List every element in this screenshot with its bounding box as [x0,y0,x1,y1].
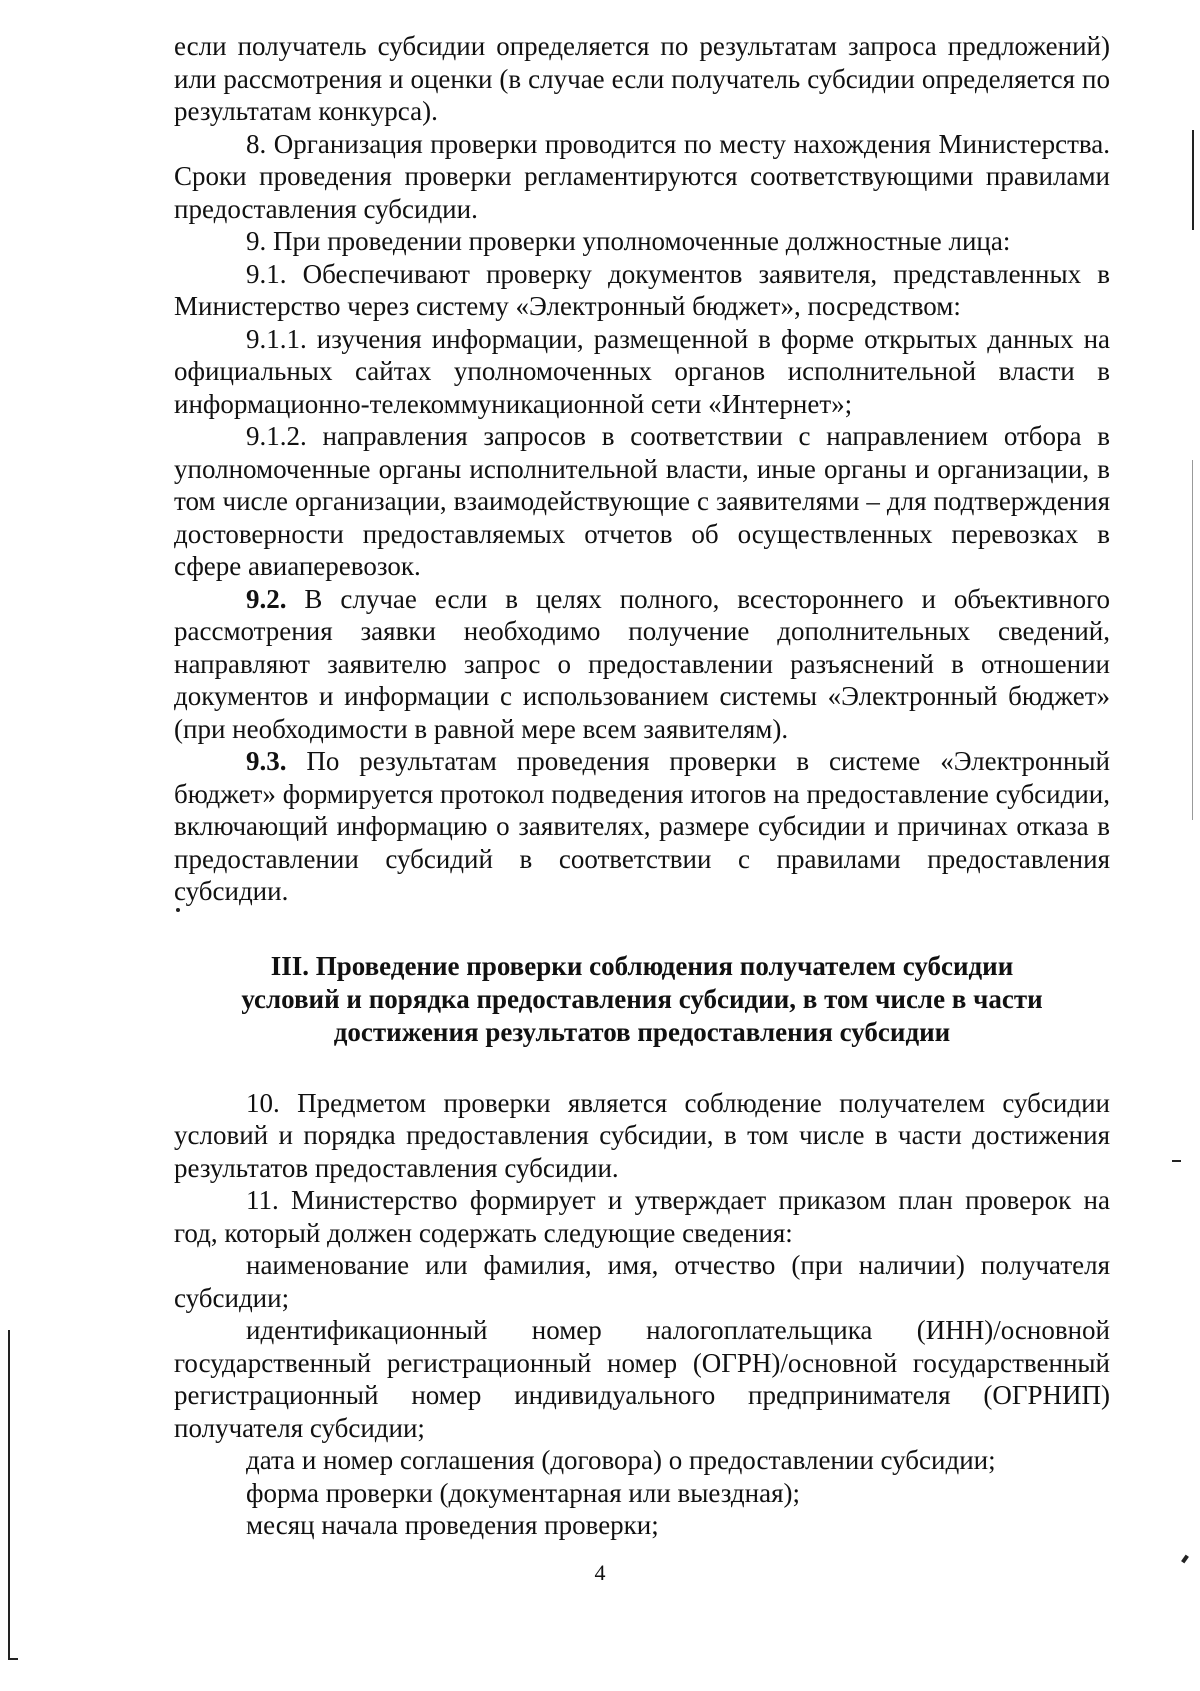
paragraph-text: В случае если в целях полного, всестороннего и объективного рассмотрения заявки необходимо получение дополнительных сведений, направляют заявителю запрос о предоставлении разъяснений в отношении документов и информации с использованием системы «Электронный бюджет» (при необходимости в равной мере всем заявителям). [174,583,1110,744]
paragraph-8: 8. Организация проверки проводится по месту нахождения Министерства. Сроки проведения проверки регламентируются соответствующими правилами предоставления субсидии. [174,128,1110,224]
scan-edge-line [1192,130,1194,230]
heading-line: достижения результатов предоставления субсидии [333,1016,951,1047]
document-page [174,30,1110,1542]
scan-dot [176,908,180,912]
list-item: идентификационный номер налогоплательщика (ИНН)/основной государственный регистрационный номер (ОГРН)/основной государственный регистрационный номер индивидуального предпринимателя (ОГРНИП) получателя субсидии; [174,1315,1110,1443]
paragraph-11: 11. Министерство формирует и утверждает приказом план проверок на год, который должен содержать следующие сведения: [174,1185,1110,1248]
paragraph-10: 10. Предметом проверки является соблюдение получателем субсидии условий и порядка предоставления субсидии, в том числе в части достижения результатов предоставления субсидии. [174,1087,1110,1183]
paragraph-text: По результатам проведения проверки в системе «Электронный бюджет» формируется протокол подведения итогов на предоставление субсидии, включающий информацию о заявителях, размере субсидии и причинах отказа в предоставлении субсидий в соответствии с правилами предоставления субсидии. [174,746,1110,906]
paragraph-9-2 [174,583,1110,746]
paragraph-9: 9. При проведении проверки уполномоченные должностные лица: [246,226,1011,256]
paragraph-0: если получатель субсидии определяется по результатам запроса предложений) или рассмотрения и оценки (в случае если получатель субсидии определяется по результатам конкурса). [174,31,1110,126]
list-item: наименование или фамилия, имя, отчество (при наличии) получателя субсидии; [174,1250,1110,1313]
paragraph-9-1-1: 9.1.1. изучения информации, размещенной в форме открытых данных на официальных сайтах уполномоченных органов исполнительной власти в информационно-телекоммуникационной сети «Интернет»; [174,323,1110,419]
scan-dash [1172,1160,1181,1162]
list-item: месяц начала проведения проверки; [246,1510,659,1540]
heading-line: III. Проведение проверки соблюдения получателем субсидии [270,950,1014,981]
scan-edge-line [8,1330,10,1660]
list-item: дата и номер соглашения (договора) о предоставлении субсидии; [246,1445,996,1475]
page-number: 4 [594,1560,606,1585]
paragraph-9-1: 9.1. Обеспечивают проверку документов заявителя, представленных в Министерство через систему «Электронный бюджет», посредством: [174,258,1110,321]
paragraph-9-1-2: 9.1.2. направления запросов в соответствии с направлением отбора в уполномоченные органы исполнительной власти, иные органы и организации, в том числе организации, взаимодействующие с заявителями – для подтверждения достоверности предоставляемых отчетов об осуществленных перевозках в сфере авиаперевозок. [174,421,1110,581]
scan-edge-line [1192,460,1193,820]
section-heading [174,950,1110,1049]
paragraph-number: 9.3. [246,746,287,776]
paragraph-9-3 [174,745,1110,908]
list-item: форма проверки (документарная или выездная); [246,1477,800,1508]
scan-edge-line [8,1658,18,1660]
heading-line: условий и порядка предоставления субсидии, в том числе в части [241,983,1043,1014]
paragraph-number: 9.2. [246,583,287,614]
